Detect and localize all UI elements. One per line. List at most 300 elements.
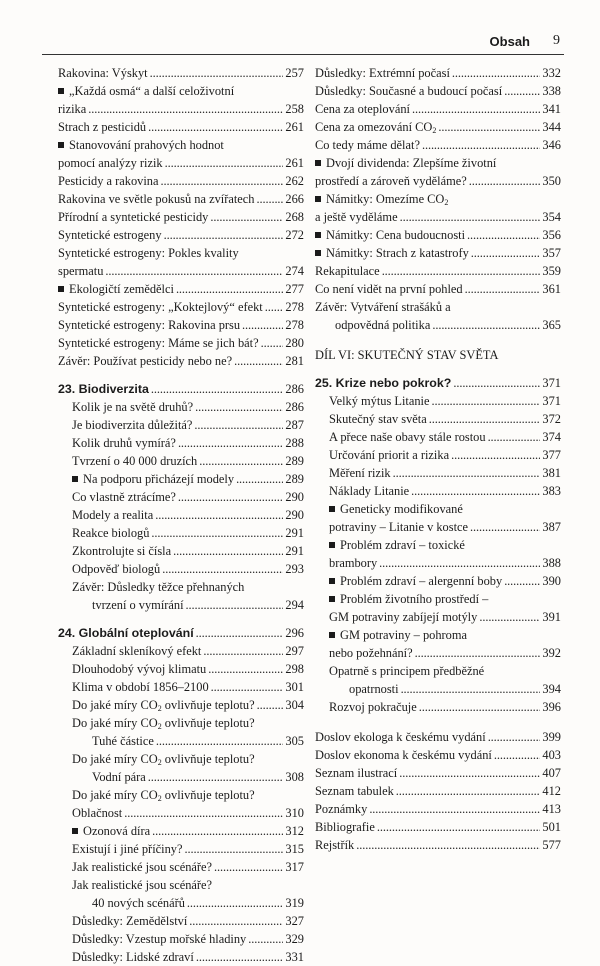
entry-title: Co tedy máme dělat? <box>315 138 420 152</box>
spacer <box>315 716 561 728</box>
dot-leader <box>214 858 283 876</box>
entry-page: 341 <box>542 102 561 116</box>
dot-leader <box>261 334 284 352</box>
toc-entry[interactable] <box>58 470 304 488</box>
square-bullet-icon <box>329 578 335 584</box>
entry-title: Seznam ilustrací <box>315 766 398 780</box>
toc-entry[interactable] <box>315 226 561 244</box>
toc-entry[interactable] <box>58 786 304 822</box>
entry-title: Doslov ekologa k českému vydání <box>315 730 486 744</box>
entry-page: 387 <box>542 520 561 534</box>
dot-leader <box>203 642 283 660</box>
toc-entry[interactable] <box>58 398 304 416</box>
entry-title: Oblačnost <box>72 806 123 820</box>
entry-page: 308 <box>285 770 304 784</box>
entry-title: Geneticky modifikované <box>329 502 463 516</box>
entry-title: Problém životního prostředí – <box>329 592 488 606</box>
entry-title: GM potraviny zabíjejí motýly <box>329 610 478 624</box>
entry-title: Závěr: Používat pesticidy nebo ne? <box>58 354 233 368</box>
dot-leader <box>234 352 283 370</box>
entry-page: 296 <box>285 626 304 640</box>
toc-entry[interactable] <box>315 190 561 226</box>
dot-leader <box>211 678 284 696</box>
toc-entry[interactable] <box>58 642 304 660</box>
entry-title: Je biodiverzita důležitá? <box>72 418 193 432</box>
toc-entry[interactable] <box>58 524 304 542</box>
entry-title: Důsledky: Současné a budoucí počasí <box>315 84 503 98</box>
square-bullet-icon <box>329 632 335 638</box>
dot-leader <box>156 732 284 750</box>
dot-leader <box>379 554 540 572</box>
toc-entry[interactable] <box>315 764 561 782</box>
entry-title: Důsledky: Extrémní počasí <box>315 66 450 80</box>
toc-entry[interactable] <box>315 262 561 280</box>
dot-leader <box>186 596 284 614</box>
entry-title: Modely a realita <box>72 508 154 522</box>
entry-title: Pesticidy a rakovina <box>58 174 159 188</box>
toc-entry[interactable] <box>58 696 304 714</box>
dot-leader <box>488 728 541 746</box>
entry-title: Do jaké míry $CO_2$ ovlivňuje teplotu? <box>72 716 255 731</box>
entry-page: 399 <box>542 730 561 744</box>
toc-chapter[interactable] <box>58 624 304 642</box>
toc-entry[interactable] <box>315 244 561 262</box>
entry-title: Strach z pesticidů <box>58 120 147 134</box>
entry-title: Bibliografie <box>315 820 375 834</box>
toc-entry[interactable] <box>58 280 304 298</box>
entry-title: Syntetické estrogeny: Pokles kvality <box>58 246 239 260</box>
entry-title: Rakovina ve světle pokusů na zvířatech <box>58 192 255 206</box>
entry-page: 332 <box>542 66 561 80</box>
toc-entry[interactable] <box>58 542 304 560</box>
dot-leader <box>401 680 541 698</box>
entry-page: 361 <box>542 282 561 296</box>
entry-page: 286 <box>285 382 304 396</box>
square-bullet-icon <box>329 542 335 548</box>
entry-title: Do jaké míry $CO_2$ ovlivňuje teplotu? <box>72 698 255 713</box>
dot-leader <box>377 818 541 836</box>
dot-leader <box>178 488 284 506</box>
entry-title: a ještě vyděláme <box>315 210 398 224</box>
dot-leader <box>467 226 540 244</box>
toc-entry[interactable] <box>58 930 304 948</box>
entry-page: 288 <box>285 436 304 450</box>
toc-entry[interactable] <box>315 464 561 482</box>
entry-page: 371 <box>542 376 561 390</box>
dot-leader <box>148 118 283 136</box>
toc-column-right <box>315 64 561 854</box>
entry-page: 392 <box>542 646 561 660</box>
entry-title: Velký mýtus Litanie <box>329 394 430 408</box>
entry-title: Tvrzení o 40 000 druzích <box>72 454 198 468</box>
entry-title: Jak realistické jsou scénáře? <box>72 878 213 892</box>
running-header <box>60 34 560 50</box>
toc-entry[interactable] <box>58 678 304 696</box>
dot-leader <box>248 930 283 948</box>
entry-title: Poznámky <box>315 802 368 816</box>
dot-leader <box>479 608 540 626</box>
toc-entry[interactable] <box>58 334 304 352</box>
toc-entry[interactable] <box>58 226 304 244</box>
dot-leader <box>178 434 283 452</box>
toc-entry[interactable] <box>315 280 561 298</box>
entry-title: Na podporu přicházejí modely <box>72 470 234 488</box>
square-bullet-icon <box>315 160 321 166</box>
entry-page: 359 <box>542 264 561 278</box>
entry-title: Tuhé částice <box>92 734 154 748</box>
entry-page: 291 <box>285 526 304 540</box>
entry-title: Stanovování prahových hodnot <box>58 138 224 152</box>
entry-page: 372 <box>542 412 561 426</box>
dot-leader <box>432 316 540 334</box>
entry-title: Přírodní a syntetické pesticidy <box>58 210 209 224</box>
entry-page: 289 <box>285 454 304 468</box>
dot-leader <box>164 226 284 244</box>
toc-entry[interactable] <box>58 416 304 434</box>
entry-page: 293 <box>285 562 304 576</box>
dot-leader <box>256 190 283 208</box>
entry-page: 278 <box>285 318 304 332</box>
entry-page: 281 <box>285 354 304 368</box>
page-number: 9 <box>553 33 560 48</box>
toc-entry[interactable] <box>315 590 561 626</box>
entry-page: 304 <box>285 698 304 712</box>
entry-page: 329 <box>285 932 304 946</box>
toc-entry[interactable] <box>315 64 561 82</box>
section-title: Obsah <box>489 34 530 49</box>
entry-title: Co vlastně ztrácíme? <box>72 490 176 504</box>
entry-title: Opatrně s principem předběžné <box>329 664 485 678</box>
dot-leader <box>422 136 540 154</box>
entry-page: 278 <box>285 300 304 314</box>
dot-leader <box>412 100 540 118</box>
dot-leader <box>396 782 541 800</box>
entry-title: Rozvoj pokračuje <box>329 700 417 714</box>
toc-entry[interactable] <box>58 948 304 966</box>
square-bullet-icon <box>315 250 321 256</box>
dot-leader <box>504 82 540 100</box>
dot-leader <box>236 470 283 488</box>
entry-page: 577 <box>542 838 561 852</box>
toc-entry[interactable] <box>58 560 304 578</box>
dot-leader <box>124 804 283 822</box>
toc-entry[interactable] <box>315 800 561 818</box>
entry-title: 40 nových scénářů <box>92 896 185 910</box>
toc-entry[interactable] <box>58 714 304 750</box>
entry-page: 305 <box>285 734 304 748</box>
toc-entry[interactable] <box>315 782 561 800</box>
entry-page: 501 <box>542 820 561 834</box>
entry-page: 354 <box>542 210 561 224</box>
toc-entry[interactable] <box>58 64 304 82</box>
entry-page: 331 <box>285 950 304 964</box>
entry-page: 298 <box>285 662 304 676</box>
toc-entry[interactable] <box>315 818 561 836</box>
entry-title: Ekologičtí zemědělci <box>58 280 174 298</box>
entry-title: brambory <box>329 556 378 570</box>
dot-leader <box>452 64 541 82</box>
entry-title: Odpověď biologů <box>72 562 161 576</box>
toc-entry[interactable] <box>58 316 304 334</box>
dot-leader <box>152 822 283 840</box>
square-bullet-icon <box>315 196 321 202</box>
square-bullet-icon <box>72 476 78 482</box>
entry-page: 403 <box>542 748 561 762</box>
entry-title: Syntetické estrogeny: Rakovina prsu <box>58 318 241 332</box>
entry-title: Rekapitulace <box>315 264 380 278</box>
entry-page: 290 <box>285 508 304 522</box>
entry-page: 381 <box>542 466 561 480</box>
dot-leader <box>88 100 283 118</box>
toc-entry[interactable] <box>58 136 304 172</box>
toc-entry[interactable] <box>315 500 561 536</box>
entry-page: 266 <box>285 192 304 206</box>
square-bullet-icon <box>58 286 64 292</box>
entry-title: „Každá osmá“ a další celoživotní <box>58 84 234 98</box>
dot-leader <box>438 118 540 136</box>
entry-title: Základní skleníkový efekt <box>72 644 202 658</box>
dot-leader <box>160 172 283 190</box>
dot-leader <box>393 464 541 482</box>
entry-title: Určování priorit a rizika <box>329 448 450 462</box>
dot-leader <box>356 836 540 854</box>
dot-leader <box>453 374 540 392</box>
entry-page: 258 <box>285 102 304 116</box>
dot-leader <box>471 244 541 262</box>
toc-entry[interactable] <box>58 172 304 190</box>
square-bullet-icon <box>58 142 64 148</box>
dot-leader <box>504 572 540 590</box>
entry-title: rizika <box>58 102 87 116</box>
toc-entry[interactable] <box>58 298 304 316</box>
square-bullet-icon <box>58 88 64 94</box>
dot-leader <box>105 262 283 280</box>
toc-entry[interactable] <box>315 662 561 698</box>
entry-page: 350 <box>542 174 561 188</box>
toc-entry[interactable] <box>58 822 304 840</box>
toc-entry[interactable] <box>315 482 561 500</box>
entry-page: 391 <box>542 610 561 624</box>
toc-entry[interactable] <box>58 82 304 118</box>
entry-page: 388 <box>542 556 561 570</box>
dot-leader <box>208 660 283 678</box>
toc-chapter[interactable] <box>58 380 304 398</box>
entry-page: 261 <box>285 120 304 134</box>
entry-page: 277 <box>285 282 304 296</box>
entry-title: Důsledky: Zemědělství <box>72 914 188 928</box>
entry-page: 317 <box>285 860 304 874</box>
entry-title: GM potraviny – pohroma <box>329 628 467 642</box>
toc-entry[interactable] <box>315 136 561 154</box>
entry-title: Důsledky: Lidské zdraví <box>72 950 194 964</box>
entry-page: 396 <box>542 700 561 714</box>
entry-title: tvrzení o vymírání <box>92 598 184 612</box>
entry-title: Námitky: Cena budoucnosti <box>315 226 465 244</box>
toc-entry[interactable] <box>315 746 561 764</box>
entry-title: Cena za omezování $CO_2$ <box>315 120 437 135</box>
entry-title: nebo požehnání? <box>329 646 413 660</box>
entry-page: 412 <box>542 784 561 798</box>
dot-leader <box>148 768 284 786</box>
toc-entry[interactable] <box>315 392 561 410</box>
dot-leader <box>155 506 283 524</box>
toc-entry[interactable] <box>315 100 561 118</box>
toc-entry[interactable] <box>58 452 304 470</box>
entry-title: Důsledky: Vzestup mořské hladiny <box>72 932 247 946</box>
toc-entry[interactable] <box>315 572 561 590</box>
entry-title: Ozonová díra <box>72 822 150 840</box>
entry-page: 289 <box>285 472 304 486</box>
toc-entry[interactable] <box>315 118 561 136</box>
entry-page: 272 <box>285 228 304 242</box>
entry-page: 310 <box>285 806 304 820</box>
toc-entry[interactable] <box>58 244 304 280</box>
entry-page: 377 <box>542 448 561 462</box>
entry-title: Problém zdraví – alergenní boby <box>329 572 502 590</box>
dot-leader <box>369 800 540 818</box>
toc-entry[interactable] <box>315 446 561 464</box>
entry-title: prostředí a zároveň vyděláme? <box>315 174 467 188</box>
dot-leader <box>432 392 541 410</box>
entry-page: 280 <box>285 336 304 350</box>
entry-title: pomocí analýzy rizik <box>58 156 163 170</box>
dot-leader <box>162 560 283 578</box>
toc-entry[interactable] <box>315 428 561 446</box>
spacer <box>315 334 561 346</box>
entry-page: 297 <box>285 644 304 658</box>
toc-entry[interactable] <box>58 434 304 452</box>
entry-title: spermatu <box>58 264 104 278</box>
dot-leader <box>382 262 541 280</box>
toc-chapter[interactable] <box>315 374 561 392</box>
dot-leader <box>165 154 284 172</box>
toc-entry[interactable] <box>58 506 304 524</box>
toc-entry[interactable] <box>315 626 561 662</box>
entry-title: Kolik druhů vymírá? <box>72 436 176 450</box>
entry-page: 268 <box>285 210 304 224</box>
entry-page: 374 <box>542 430 561 444</box>
dot-leader <box>411 482 540 500</box>
dot-leader <box>470 518 540 536</box>
dot-leader <box>415 644 541 662</box>
entry-page: 327 <box>285 914 304 928</box>
toc-entry[interactable] <box>315 154 561 190</box>
entry-page: 394 <box>542 682 561 696</box>
toc-entry[interactable] <box>315 410 561 428</box>
dot-leader <box>199 452 283 470</box>
entry-title: Měření rizik <box>329 466 391 480</box>
dot-leader <box>176 280 283 298</box>
dot-leader <box>173 542 283 560</box>
toc-entry[interactable] <box>315 536 561 572</box>
toc-entry[interactable] <box>315 836 561 854</box>
toc-entry[interactable] <box>315 82 561 100</box>
toc-entry[interactable] <box>58 352 304 370</box>
entry-title: Náklady Litanie <box>329 484 410 498</box>
dot-leader <box>399 764 540 782</box>
dot-leader <box>195 398 283 416</box>
dot-leader <box>151 524 283 542</box>
entry-page: 365 <box>542 318 561 332</box>
entry-title: Reakce biologů <box>72 526 150 540</box>
entry-page: 315 <box>285 842 304 856</box>
entry-page: 357 <box>542 246 561 260</box>
entry-title: A přece naše obavy stále rostou <box>329 430 486 444</box>
toc-entry[interactable] <box>315 698 561 716</box>
entry-title: Zkontrolujte si čísla <box>72 544 172 558</box>
entry-title: Jak realistické jsou scénáře? <box>72 860 213 874</box>
entry-title: Vodní pára <box>92 770 146 784</box>
entry-title: Klima v období 1856–2100 <box>72 680 209 694</box>
toc-entry[interactable] <box>58 208 304 226</box>
square-bullet-icon <box>315 232 321 238</box>
dot-leader <box>465 280 541 298</box>
entry-title: odpovědná politika <box>335 318 431 332</box>
dot-leader <box>451 446 540 464</box>
entry-title: Syntetické estrogeny <box>58 228 162 242</box>
entry-title: Cena za oteplování <box>315 102 410 116</box>
dot-leader <box>469 172 541 190</box>
toc-entry[interactable] <box>58 118 304 136</box>
entry-title: opatrnosti <box>349 682 399 696</box>
entry-title: Závěr: Důsledky těžce přehnaných <box>72 580 245 594</box>
toc-entry[interactable] <box>58 578 304 614</box>
entry-page: 344 <box>542 120 561 134</box>
entry-page: 371 <box>542 394 561 408</box>
dot-leader <box>265 298 284 316</box>
toc-entry[interactable] <box>58 660 304 678</box>
entry-title: Námitky: Strach z katastrofy <box>315 244 469 262</box>
dot-leader <box>419 698 541 716</box>
entry-title: Co není vidět na první pohled <box>315 282 463 296</box>
entry-title: Doslov ekonoma k českému vydání <box>315 748 492 762</box>
toc-column-left <box>58 64 304 966</box>
dot-leader <box>194 416 283 434</box>
entry-title: Námitky: Omezíme $CO_2$ <box>315 192 448 206</box>
entry-page: 257 <box>285 66 304 80</box>
entry-page: 262 <box>285 174 304 188</box>
dot-leader <box>184 840 283 858</box>
dot-leader <box>196 624 284 642</box>
entry-page: 407 <box>542 766 561 780</box>
toc-entry[interactable] <box>58 750 304 786</box>
dot-leader <box>242 316 283 334</box>
toc-entry[interactable] <box>58 858 304 876</box>
dot-leader <box>189 912 283 930</box>
toc-entry[interactable] <box>58 840 304 858</box>
entry-title: Existují i jiné příčiny? <box>72 842 183 856</box>
dot-leader <box>429 410 541 428</box>
toc-entry[interactable] <box>58 488 304 506</box>
toc-entry[interactable] <box>58 912 304 930</box>
entry-title: Skutečný stav světa <box>329 412 427 426</box>
entry-page: 338 <box>542 84 561 98</box>
dot-leader <box>488 428 541 446</box>
entry-title: potraviny – Litanie v kostce <box>329 520 469 534</box>
toc-entry[interactable] <box>58 876 304 912</box>
dot-leader <box>150 64 284 82</box>
entry-title: Dvojí dividenda: Zlepšíme životní <box>315 156 496 170</box>
dot-leader <box>210 208 283 226</box>
toc-entry[interactable] <box>315 728 561 746</box>
entry-title: Rejstřík <box>315 838 355 852</box>
entry-title: Do jaké míry $CO_2$ ovlivňuje teplotu? <box>72 752 255 767</box>
toc-entry[interactable] <box>58 190 304 208</box>
dot-leader <box>257 696 284 714</box>
entry-page: 356 <box>542 228 561 242</box>
header-rule <box>42 54 564 55</box>
toc-entry[interactable] <box>315 298 561 334</box>
